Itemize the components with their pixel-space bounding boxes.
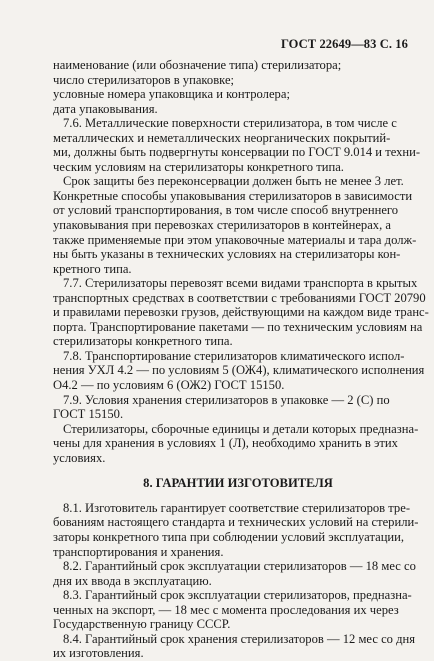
- paragraph-7-6-cont-line: Конкретные способы упаковывания стерилизаторов в зависимости: [53, 188, 413, 203]
- page-header: ГОСТ 22649—83 С. 16: [280, 37, 408, 51]
- paragraph-7-7-line: 7.7. Стерилизаторы перевозят всеми видами транспорта в крытых: [63, 276, 418, 291]
- paragraph-8-1-line: бованиям настоящего стандарта и технических условий на стерили-: [53, 515, 419, 530]
- paragraph-7-9-line: ГОСТ 15150.: [53, 407, 124, 422]
- paragraph-7-6-line: ческим условиям на стерилизаторы конкретного типа.: [53, 159, 344, 174]
- paragraph-8-3-line: 8.3. Гарантийный срок эксплуатации стерилизаторов, предназна-: [63, 588, 412, 603]
- paragraph-7-6-cont-line: Срок защиты без переконсервации должен быть не менее 3 лет.: [63, 174, 404, 189]
- paragraph-7-6-line: ми, должны быть подвергнуты консервации по ГОСТ 9.014 и техни-: [53, 145, 421, 160]
- paragraph-7-7-line: порта. Транспортирование пакетами — по техническим условиям на: [53, 319, 423, 334]
- paragraph-8-2-line: дня их ввода в эксплуатацию.: [53, 573, 212, 588]
- text-line: наименование (или обозначение типа) стерилизатора;: [53, 58, 342, 72]
- paragraph-7-7-line: и правилами перевозки грузов, действующими на каждом виде транс-: [53, 305, 429, 320]
- paragraph-8-1-line: транспортирования и хранения.: [53, 544, 224, 559]
- paragraph-7-9-line: 7.9. Условия хранения стерилизаторов в упаковке — 2 (С) по: [63, 392, 390, 407]
- paragraph-8-4-line: 8.4. Гарантийный срок хранения стерилизаторов — 12 мес со дня: [63, 631, 416, 646]
- paragraph-7-9-cont-line: Стерилизаторы, сборочные единицы и детали которых предназна-: [63, 421, 419, 436]
- paragraph-8-1-line: 8.1. Изготовитель гарантирует соответствие стерилизаторов тре-: [63, 500, 411, 515]
- document-body: [53, 58, 429, 661]
- paragraph-8-2-line: 8.2. Гарантийный срок эксплуатации стерилизаторов — 18 мес со: [63, 559, 416, 574]
- paragraph-7-9-cont-line: условиях.: [53, 450, 106, 465]
- text-line: условные номера упаковщика и контролера;: [53, 87, 290, 102]
- paragraph-7-9-cont-line: чены для хранения в условиях 1 (Л), необходимо хранить в этих: [53, 436, 398, 451]
- paragraph-7-6-cont-line: от условий транспортирования, в том числе способ внутреннего: [53, 203, 399, 218]
- paragraph-7-8-line: 7.8. Транспортирование стерилизаторов климатического испол-: [63, 348, 405, 363]
- paragraph-7-7-line: транспортных средствах в соответствии с требованиями ГОСТ 20790: [53, 290, 426, 305]
- paragraph-7-6-line: металлических и неметаллических неорганических покрытий-: [53, 130, 391, 145]
- text-line: число стерилизаторов в упаковке;: [53, 72, 235, 87]
- section-title: 8. ГАРАНТИИ ИЗГОТОВИТЕЛЯ: [143, 476, 333, 491]
- paragraph-7-6-cont-line: ны быть указаны в технических условиях на стерилизаторы кон-: [53, 247, 401, 262]
- paragraph-7-6-cont-line: также применяемые при этом упаковочные материалы и тара долж-: [53, 232, 417, 247]
- paragraph-8-3-line: Государственную границу СССР.: [53, 617, 231, 632]
- paragraph-7-7-line: стерилизаторы конкретного типа.: [53, 334, 233, 349]
- paragraph-7-8-line: О4.2 — по условиям 6 (ОЖ2) ГОСТ 15150.: [53, 378, 285, 393]
- paragraph-7-6-cont-line: кретного типа.: [53, 261, 132, 276]
- paragraph-8-4-line: их изготовления.: [53, 646, 144, 661]
- paragraph-7-8-line: нения УХЛ 4.2 — по условиям 5 (ОЖ4), климатического исполнения: [53, 363, 425, 378]
- paragraph-7-6-line: 7.6. Металлические поверхности стерилизатора, в том числе с: [63, 116, 397, 131]
- paragraph-8-1-line: заторы конкретного типа при соблюдении условий эксплуатации,: [53, 529, 405, 544]
- paragraph-8-3-line: ченных на экспорт, — 18 мес с момента проследования их через: [53, 602, 399, 617]
- paragraph-7-6-cont-line: упаковывания при перевозках стерилизаторов в контейнерах, а: [53, 218, 391, 233]
- text-line: дата упаковывания.: [53, 101, 158, 116]
